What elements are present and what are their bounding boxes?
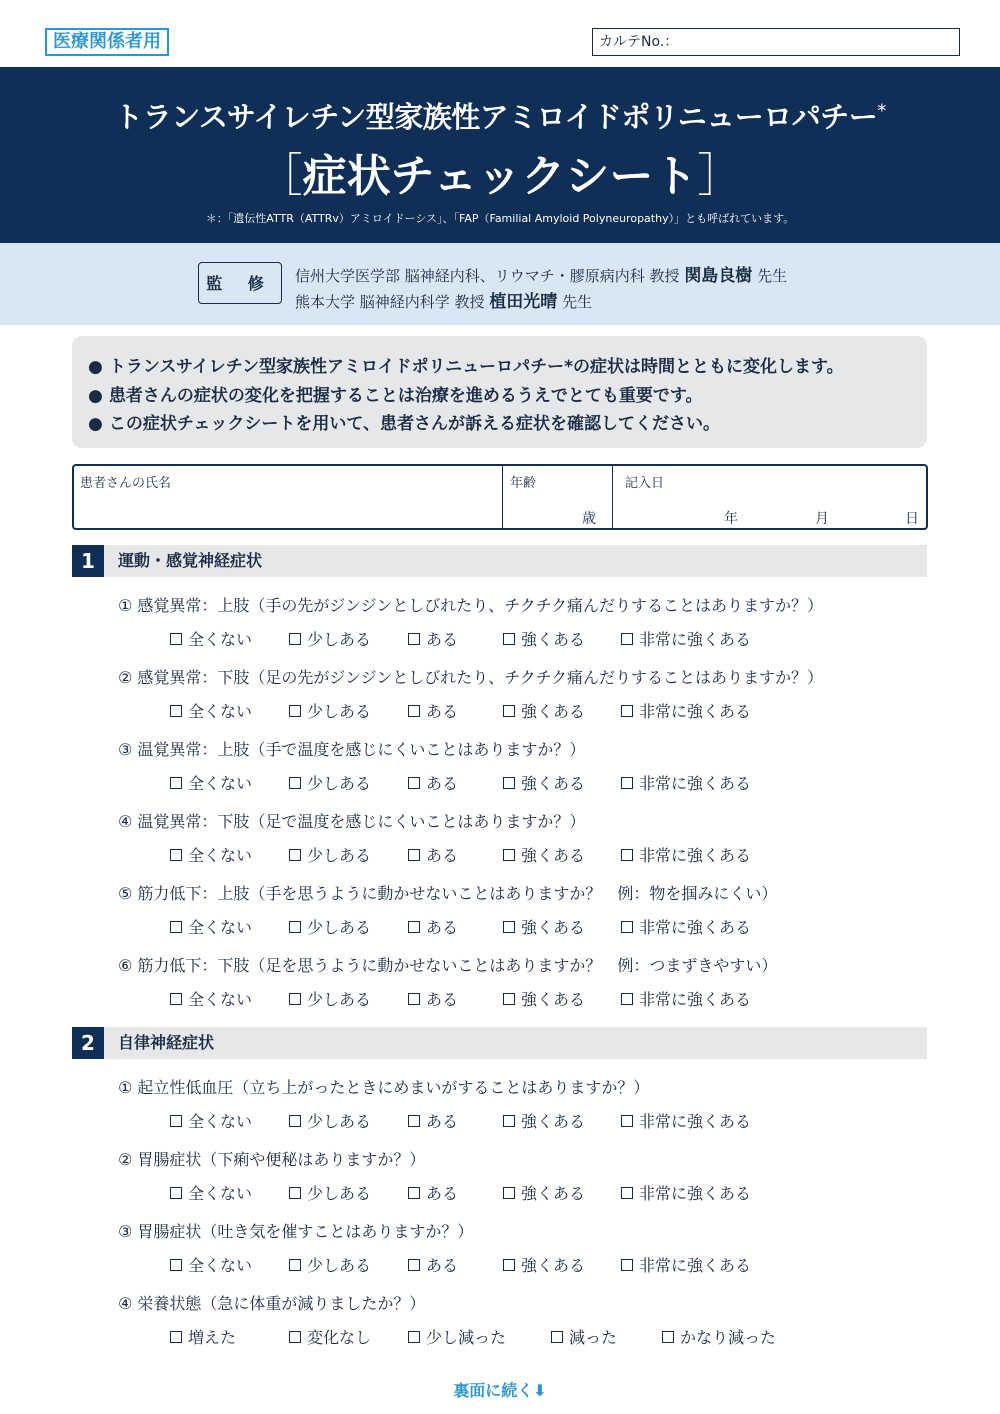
answer-option[interactable] — [621, 699, 751, 722]
answer-option[interactable] — [289, 987, 371, 1010]
option-label: ある — [426, 1184, 459, 1203]
checkbox[interactable] — [289, 1115, 301, 1127]
supervisor-1: 信州大学医学部 脳神経内科、リウマチ・膠原病内科 教授 関島良樹 先生 — [295, 266, 788, 286]
option-label: 少しある — [307, 1184, 372, 1203]
option-label: 少しある — [307, 774, 372, 793]
checkbox[interactable] — [170, 1115, 182, 1127]
checkbox[interactable] — [408, 705, 420, 717]
checkbox[interactable] — [621, 849, 633, 861]
option-label: ある — [426, 846, 459, 865]
checkbox[interactable] — [289, 921, 301, 933]
answer-option[interactable] — [289, 1181, 371, 1204]
answer-option[interactable] — [408, 1325, 506, 1348]
option-label: かなり減った — [680, 1328, 777, 1347]
option-label: 少しある — [307, 630, 372, 649]
answer-option[interactable] — [170, 1253, 252, 1276]
document-subtitle: ［症状チェックシート］ — [256, 148, 744, 202]
checkbox[interactable] — [621, 1187, 633, 1199]
option-label: 全くない — [188, 846, 253, 865]
option-label: 強くある — [521, 1184, 586, 1203]
answer-option[interactable] — [170, 1109, 252, 1132]
title-footnote: ＊：「遺伝性ATTR（ATTRv）アミロイドーシス」、「FAP（Familial Amyloid Polyneuropathy）」とも呼ばれています。 — [205, 212, 795, 225]
option-label: 変化なし — [307, 1328, 372, 1347]
answer-option[interactable] — [289, 627, 371, 650]
checkbox[interactable] — [503, 921, 515, 933]
answer-option[interactable] — [621, 771, 751, 794]
option-label: 増えた — [188, 1328, 237, 1347]
checkbox[interactable] — [503, 1187, 515, 1199]
option-label: 強くある — [521, 1112, 586, 1131]
section-number: 2 — [72, 1027, 104, 1059]
option-label: 全くない — [188, 1256, 253, 1275]
checkbox[interactable] — [408, 993, 420, 1005]
checkbox[interactable] — [503, 1259, 515, 1271]
supervision-badge: 監 修 — [198, 262, 282, 304]
checkbox[interactable] — [170, 633, 182, 645]
section-number: 1 — [72, 545, 104, 577]
checkbox[interactable] — [503, 777, 515, 789]
answer-option[interactable] — [408, 1109, 458, 1132]
answer-option[interactable] — [289, 771, 371, 794]
answer-option[interactable] — [408, 915, 458, 938]
option-label: 非常に強くある — [639, 774, 752, 793]
question-text: ① 起立性低血圧（立ち上がったときにめまいがすることはありますか？） — [118, 1078, 650, 1097]
option-label: 少しある — [307, 1256, 372, 1275]
option-label: 非常に強くある — [639, 1112, 752, 1131]
checkbox[interactable] — [621, 921, 633, 933]
checkbox[interactable] — [408, 1259, 420, 1271]
answer-option[interactable] — [170, 699, 252, 722]
option-label: 非常に強くある — [639, 918, 752, 937]
answer-option[interactable] — [621, 1109, 751, 1132]
question-text: ③ 温覚異常：上肢（手で温度を感じにくいことはありますか？） — [118, 740, 586, 759]
answer-option[interactable] — [503, 1253, 585, 1276]
option-label: ある — [426, 1112, 459, 1131]
answer-option[interactable] — [170, 915, 252, 938]
checkbox[interactable] — [503, 849, 515, 861]
option-label: 強くある — [521, 918, 586, 937]
answer-option[interactable] — [408, 1253, 458, 1276]
question-text: ⑤ 筋力低下：上肢（手を思うように動かせないことはありますか？ 例：物を掴みにくい） — [118, 884, 778, 903]
question-text: ④ 栄養状態（急に体重が減りましたか？） — [118, 1294, 426, 1313]
answer-option[interactable] — [503, 1181, 585, 1204]
option-label: 全くない — [188, 1184, 253, 1203]
answer-option[interactable] — [289, 843, 371, 866]
answer-option[interactable] — [503, 987, 585, 1010]
section-header — [72, 1027, 927, 1059]
answer-option[interactable] — [662, 1325, 776, 1348]
answer-option[interactable] — [408, 699, 458, 722]
checkbox[interactable] — [621, 1259, 633, 1271]
answer-option[interactable] — [503, 843, 585, 866]
checkbox[interactable] — [662, 1331, 674, 1343]
option-label: 少し減った — [426, 1328, 507, 1347]
option-label: 全くない — [188, 990, 253, 1009]
answer-option[interactable] — [170, 1325, 236, 1348]
title-banner — [0, 67, 1000, 243]
option-label: 少しある — [307, 1112, 372, 1131]
question-text: ④ 温覚異常：下肢（足で温度を感じにくいことはありますか？） — [118, 812, 586, 831]
info-bullet: ● トランスサイレチン型家族性アミロイドポリニューロパチー*の症状は時間とともに変化します。 — [88, 357, 844, 377]
answer-option[interactable] — [289, 699, 371, 722]
question-text: ⑥ 筋力低下：下肢（足を思うように動かせないことはありますか？ 例：つまずきやすい） — [118, 956, 778, 975]
checkbox[interactable] — [170, 849, 182, 861]
answer-option[interactable] — [170, 843, 252, 866]
checkbox[interactable] — [503, 993, 515, 1005]
answer-option[interactable] — [289, 1325, 371, 1348]
answer-option[interactable] — [621, 915, 751, 938]
option-label: 全くない — [188, 630, 253, 649]
answer-option[interactable] — [621, 627, 751, 650]
checkbox[interactable] — [408, 777, 420, 789]
section-title: 自律神経症状 — [118, 1033, 215, 1052]
option-label: 全くない — [188, 702, 253, 721]
checkbox[interactable] — [289, 849, 301, 861]
option-label: 少しある — [307, 846, 372, 865]
day-unit: 日 — [905, 511, 919, 527]
audience-tag: 医療関係者用 — [45, 28, 169, 56]
checkbox[interactable] — [408, 1331, 420, 1343]
checkbox[interactable] — [170, 921, 182, 933]
age-label: 年齢 — [510, 476, 537, 491]
checkbox[interactable] — [408, 633, 420, 645]
option-label: 全くない — [188, 918, 253, 937]
checkbox[interactable] — [170, 1331, 182, 1343]
option-label: 非常に強くある — [639, 1256, 752, 1275]
question-text: ② 胃腸症状（下痢や便秘はありますか？） — [118, 1150, 426, 1169]
option-label: 全くない — [188, 1112, 253, 1131]
answer-option[interactable] — [621, 1253, 751, 1276]
name-label: 患者さんの氏名 — [80, 476, 172, 491]
age-unit: 歳 — [582, 511, 596, 527]
checkbox[interactable] — [621, 1115, 633, 1127]
date-label: 記入日 — [625, 476, 665, 491]
answer-option[interactable] — [408, 771, 458, 794]
answer-option[interactable] — [170, 987, 252, 1010]
checkbox[interactable] — [170, 993, 182, 1005]
option-label: 少しある — [307, 990, 372, 1009]
answer-option[interactable] — [621, 1181, 751, 1204]
answer-option[interactable] — [289, 915, 371, 938]
continue-note: 裏面に続く⬇ — [453, 1381, 547, 1400]
checkbox[interactable] — [408, 1187, 420, 1199]
section-header — [72, 545, 927, 577]
info-bullet: ● この症状チェックシートを用いて、患者さんが訴える症状を確認してください。 — [88, 414, 720, 434]
checkbox[interactable] — [289, 777, 301, 789]
answer-option[interactable] — [289, 1109, 371, 1132]
option-label: 強くある — [521, 990, 586, 1009]
supervisor-2: 熊本大学 脳神経内科学 教授 植田光晴 先生 — [295, 292, 593, 312]
option-label: 強くある — [521, 1256, 586, 1275]
checkbox[interactable] — [170, 1187, 182, 1199]
checkbox[interactable] — [621, 633, 633, 645]
option-label: 減った — [569, 1328, 618, 1347]
answer-option[interactable] — [170, 627, 252, 650]
checkbox[interactable] — [170, 1259, 182, 1271]
patient-info-form — [72, 464, 928, 530]
checkbox[interactable] — [289, 1331, 301, 1343]
option-label: 少しある — [307, 702, 372, 721]
option-label: 非常に強くある — [639, 630, 752, 649]
checkbox[interactable] — [170, 705, 182, 717]
question-text: ① 感覚異常：上肢（手の先がジンジンとしびれたり、チクチク痛んだりすることはありますか？） — [118, 596, 823, 615]
option-label: 強くある — [521, 846, 586, 865]
question-text: ② 感覚異常：下肢（足の先がジンジンとしびれたり、チクチク痛んだりすることはありますか？） — [118, 668, 823, 687]
option-label: 非常に強くある — [639, 1184, 752, 1203]
answer-option[interactable] — [408, 1181, 458, 1204]
checkbox[interactable] — [289, 705, 301, 717]
question-text: ③ 胃腸症状（吐き気を催すことはありますか？） — [118, 1222, 474, 1241]
answer-option[interactable] — [503, 699, 585, 722]
checkbox[interactable] — [289, 633, 301, 645]
answer-option[interactable] — [170, 1181, 252, 1204]
answer-option[interactable] — [289, 1253, 371, 1276]
option-label: ある — [426, 774, 459, 793]
checkbox[interactable] — [408, 921, 420, 933]
option-label: 非常に強くある — [639, 846, 752, 865]
answer-option[interactable] — [551, 1325, 617, 1348]
option-label: ある — [426, 702, 459, 721]
checkbox[interactable] — [408, 849, 420, 861]
answer-option[interactable] — [408, 987, 458, 1010]
option-label: ある — [426, 918, 459, 937]
answer-option[interactable] — [170, 771, 252, 794]
year-unit: 年 — [724, 511, 738, 527]
option-label: 強くある — [521, 774, 586, 793]
answer-option[interactable] — [503, 1109, 585, 1132]
option-label: 強くある — [521, 630, 586, 649]
option-label: 非常に強くある — [639, 990, 752, 1009]
checkbox[interactable] — [621, 777, 633, 789]
checkbox[interactable] — [289, 993, 301, 1005]
checkbox[interactable] — [551, 1331, 563, 1343]
answer-option[interactable] — [621, 987, 751, 1010]
option-label: ある — [426, 990, 459, 1009]
checkbox[interactable] — [621, 705, 633, 717]
answer-option[interactable] — [503, 771, 585, 794]
checkbox[interactable] — [503, 633, 515, 645]
option-label: 非常に強くある — [639, 702, 752, 721]
month-unit: 月 — [815, 511, 829, 527]
option-label: ある — [426, 630, 459, 649]
option-label: 全くない — [188, 774, 253, 793]
answer-option[interactable] — [408, 627, 458, 650]
checkbox[interactable] — [289, 1259, 301, 1271]
checkbox[interactable] — [503, 1115, 515, 1127]
info-bullet: ● 患者さんの症状の変化を把握することは治療を進めるうえでとても重要です。 — [88, 386, 703, 406]
karte-number-field[interactable]: カルテNo.： — [592, 28, 960, 56]
checkbox[interactable] — [503, 705, 515, 717]
checkbox[interactable] — [621, 993, 633, 1005]
answer-option[interactable] — [503, 627, 585, 650]
option-label: 強くある — [521, 702, 586, 721]
answer-option[interactable] — [503, 915, 585, 938]
checkbox[interactable] — [170, 777, 182, 789]
answer-option[interactable] — [408, 843, 458, 866]
option-label: 少しある — [307, 918, 372, 937]
document-title: トランスサイレチン型家族性アミロイドポリニューロパチー* — [114, 100, 886, 134]
answer-option[interactable] — [621, 843, 751, 866]
checkbox[interactable] — [408, 1115, 420, 1127]
section-title: 運動・感覚神経症状 — [118, 551, 263, 570]
checkbox[interactable] — [289, 1187, 301, 1199]
option-label: ある — [426, 1256, 459, 1275]
